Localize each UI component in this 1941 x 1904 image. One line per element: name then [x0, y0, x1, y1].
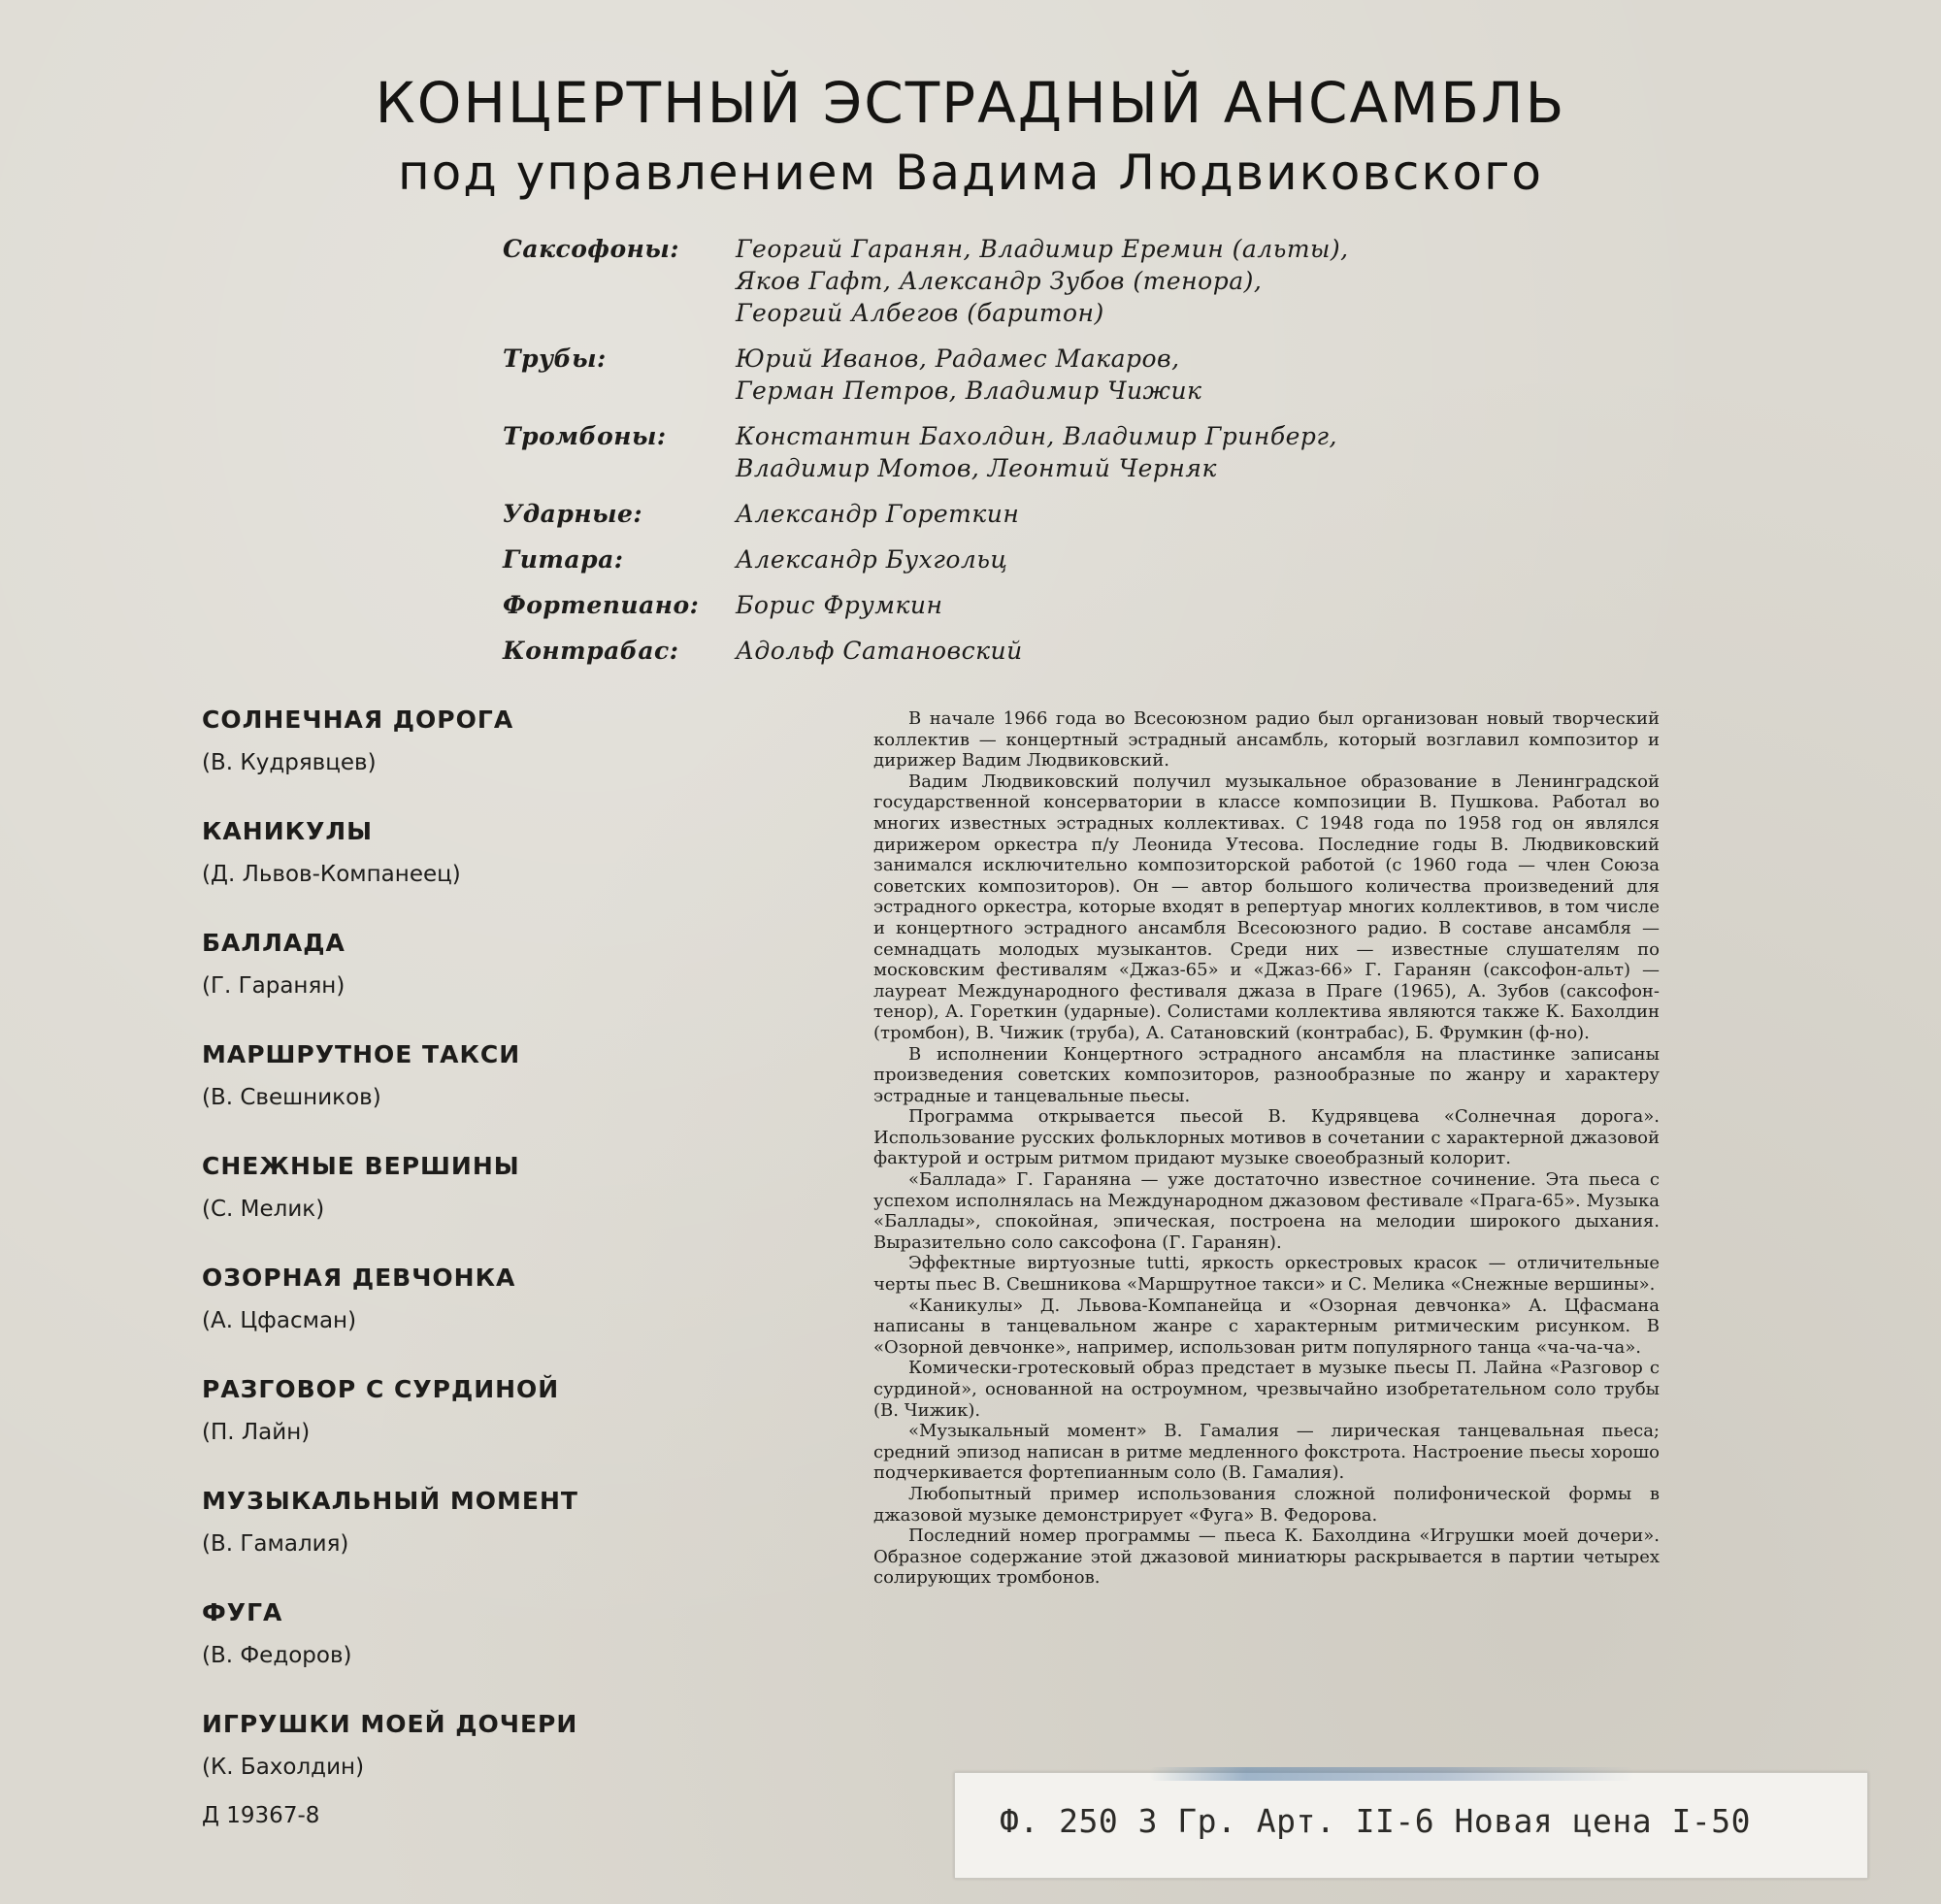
- instrument-label: Ударные:: [503, 500, 643, 528]
- personnel-list: [503, 233, 1473, 667]
- track-item: [202, 1150, 823, 1262]
- personnel-row-piano: [503, 589, 1473, 621]
- musician-line: Адольф Сатановский: [736, 637, 1023, 665]
- personnel-row-guitar: [503, 543, 1473, 575]
- instrument-label: Гитара:: [503, 545, 624, 574]
- personnel-row-trumpets: [503, 343, 1473, 407]
- notes-paragraph: Программа открывается пьесой В. Кудрявцева «Солнечная дорога». Использование русских фольклорных мотивов в сочетании с характерной джазовой фактурой и острым ритмом придают музыке своеобразный колорит.: [873, 1106, 1660, 1169]
- musician-names: [736, 589, 1473, 621]
- musician-names: [736, 420, 1473, 484]
- musician-line: Герман Петров, Владимир Чижик: [736, 377, 1202, 405]
- personnel-row-double-bass: [503, 635, 1473, 667]
- price-stamp-text: Ф. 250 3 Гр. Арт. II-6 Новая цена I-50: [1000, 1802, 1751, 1840]
- track-composer: (В. Свешников): [202, 1085, 381, 1110]
- track-composer: (С. Мелик): [202, 1197, 325, 1222]
- ink-smudge: [1149, 1767, 1634, 1781]
- notes-paragraph: Вадим Людвиковский получил музыкальное образование в Ленинградской государственной консерватории в классе композиции В. Пушкова. Работал во многих известных эстрадных коллективах. С 1948 года по 1958 год он являлся дирижером оркестра п/у Леонида Утесова. Последние годы В. Людвиковский занимался исключительно композиторской работой (с 1960 года — член Союза советских композиторов). Он — автор большого количества произведений для эстрадного оркестра, которые входят в репертуар многих коллективов, в том числе и концертного эстрадного ансамбля Всесоюзного радио. В составе ансамбля — семнадцать молодых музыкантов. Среди них — известные слушателям по московским фестивалям «Джаз-65» и «Джаз-66» Г. Гаранян (саксофон-альт) — лауреат Международного фестиваля джаза в Праге (1965), А. Зубов (саксофон-тенор), А. Горeткин (ударные). Солистами коллектива являются также К. Бахолдин (тромбон), В. Чижик (труба), А. Сатановский (контрабас), Б. Фрумкин (ф-но).: [873, 771, 1660, 1043]
- price-sticker: [954, 1772, 1868, 1879]
- musician-line: Яков Гафт, Александр Зубов (тенора),: [736, 267, 1263, 295]
- track-item: [202, 1373, 823, 1485]
- track-item: [202, 1596, 823, 1708]
- notes-paragraph: В исполнении Концертного эстрадного ансамбля на пластинке записаны произведения советских композиторов, разнообразные по жанру и характеру эстрадные и танцевальные пьесы.: [873, 1043, 1660, 1106]
- track-item: [202, 1485, 823, 1596]
- notes-paragraph: Любопытный пример использования сложной полифонической формы в джазовой музыке демонстрирует «Фуга» В. Федорова.: [873, 1483, 1660, 1526]
- musician-line: Константин Бахолдин, Владимир Гринберг,: [736, 422, 1338, 450]
- conductor-subtitle: под управлением Вадима Людвиковского: [397, 145, 1544, 201]
- notes-paragraph: Последний номер программы — пьеса К. Бахолдина «Игрушки моей дочери». Образное содержание этой джазовой миниатюры раскрывается в партии четырех солирующих тромбонов.: [873, 1526, 1660, 1589]
- catalog-number: Д 19367-8: [202, 1803, 320, 1828]
- instrument-label: Фортепиано:: [503, 591, 700, 619]
- notes-paragraph: «Музыкальный момент» В. Гамалия — лирическая танцевальная пьеса; средний эпизод написан в ритме медленного фокстрота. Настроение пьесы хорошо подчеркивается фортепианным соло (В. Гамалия).: [873, 1421, 1660, 1484]
- track-composer: (В. Гамалия): [202, 1531, 349, 1557]
- musician-names: [736, 233, 1473, 329]
- liner-notes: [873, 708, 1660, 1589]
- track-title: ИГРУШКИ МОЕЙ ДОЧЕРИ: [202, 1710, 578, 1738]
- track-item: [202, 1262, 823, 1373]
- track-title: КАНИКУЛЫ: [202, 817, 374, 845]
- instrument-label: Саксофоны:: [503, 235, 680, 263]
- track-title: ОЗОРНАЯ ДЕВЧОНКА: [202, 1264, 516, 1292]
- track-composer: (В. Федоров): [202, 1643, 352, 1668]
- track-item: [202, 704, 823, 815]
- notes-paragraph: Эффектные виртуозные tutti, яркость оркестровых красок — отличительные черты пьес В. Свешникова «Маршрутное такси» и С. Мелика «Снежные вершины».: [873, 1253, 1660, 1296]
- track-title: МУЗЫКАЛЬНЫЙ МОМЕНТ: [202, 1487, 578, 1515]
- instrument-label: Тромбоны:: [503, 422, 667, 450]
- track-composer: (Д. Львов-Компанеец): [202, 862, 461, 887]
- track-title: СНЕЖНЫЕ ВЕРШИНЫ: [202, 1152, 520, 1180]
- track-composer: (К. Бахолдин): [202, 1755, 365, 1780]
- musician-names: [736, 343, 1473, 407]
- title-block: [0, 66, 1941, 206]
- track-title: БАЛЛАДА: [202, 929, 345, 957]
- personnel-row-drums: [503, 498, 1473, 530]
- notes-paragraph: «Каникулы» Д. Львова-Компанейца и «Озорная девчонка» А. Цфасмана написаны в танцевальном жанре с характерным ритмическим рисунком. В «Озорной девчонке», например, использован ритм популярного танца «ча-ча-ча».: [873, 1295, 1660, 1358]
- instrument-label: Контрабас:: [503, 637, 679, 665]
- notes-paragraph: «Баллада» Г. Гараняна — уже достаточно известное сочинение. Эта пьеса с успехом исполнялась на Международном джазовом фестивале «Прага-65». Музыка «Баллады», спокойная, эпическая, построена на мелодии широкого дыхания. Выразительно соло саксофона (Г. Гаранян).: [873, 1169, 1660, 1253]
- track-title: РАЗГОВОР С СУРДИНОЙ: [202, 1375, 560, 1403]
- instrument-label: Трубы:: [503, 345, 607, 373]
- personnel-row-trombones: [503, 420, 1473, 484]
- track-item: [202, 815, 823, 927]
- musician-line: Юрий Иванов, Радамес Макаров,: [736, 345, 1180, 373]
- musician-names: [736, 543, 1473, 575]
- track-item: [202, 1038, 823, 1150]
- notes-paragraph: Комически-гротесковый образ предстает в музыке пьесы П. Лайна «Разговор с сурдиной», основанной на остроумном, чрезвычайно изобретательном соло трубы (В. Чижик).: [873, 1358, 1660, 1421]
- musician-line: Георгий Гаранян, Владимир Еремин (альты),: [736, 235, 1349, 263]
- track-list: [202, 704, 823, 1820]
- ensemble-title: КОНЦЕРТНЫЙ ЭСТРАДНЫЙ АНСАМБЛЬ: [375, 70, 1566, 136]
- personnel-row-saxophones: [503, 233, 1473, 329]
- musician-line: Борис Фрумкин: [736, 591, 943, 619]
- track-composer: (Г. Гаранян): [202, 973, 345, 999]
- musician-names: [736, 498, 1473, 530]
- musician-line: Георгий Албегов (баритон): [736, 299, 1104, 327]
- track-composer: (В. Кудрявцев): [202, 750, 377, 775]
- track-composer: (А. Цфасман): [202, 1308, 357, 1333]
- track-item: [202, 927, 823, 1038]
- track-title: СОЛНЕЧНАЯ ДОРОГА: [202, 706, 514, 734]
- musician-line: Александр Бухгольц: [736, 545, 1008, 574]
- musician-line: Александр Горeткин: [736, 500, 1020, 528]
- musician-names: [736, 635, 1473, 667]
- musician-line: Владимир Мотов, Леонтий Черняк: [736, 454, 1217, 482]
- notes-paragraph: В начале 1966 года во Всесоюзном радио был организован новый творческий коллектив — концертный эстрадный ансамбль, который возглавил композитор и дирижер Вадим Людвиковский.: [873, 708, 1660, 771]
- track-composer: (П. Лайн): [202, 1420, 311, 1445]
- track-title: ФУГА: [202, 1598, 283, 1626]
- track-title: МАРШРУТНОЕ ТАКСИ: [202, 1040, 521, 1068]
